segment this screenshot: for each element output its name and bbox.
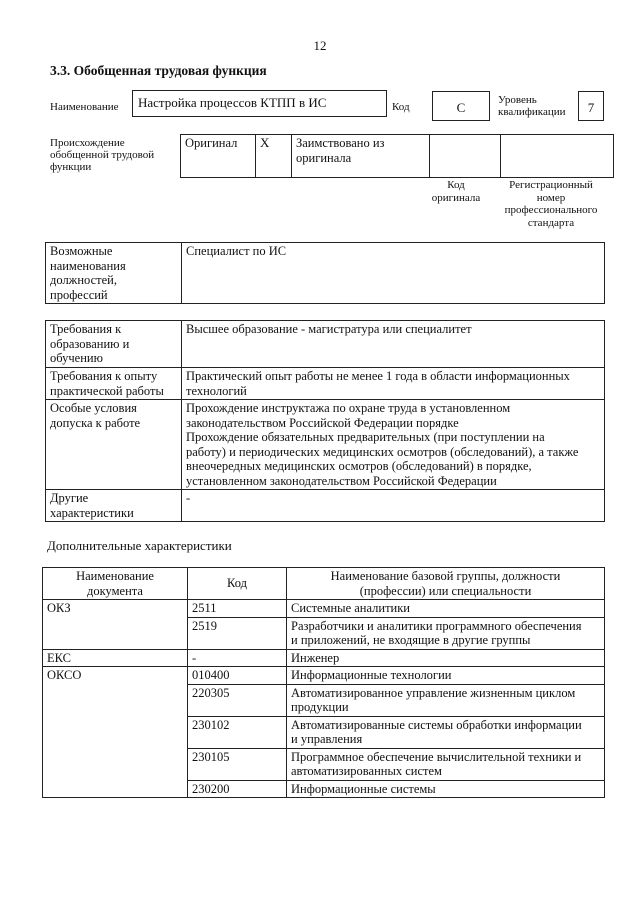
- req-value-cell: [182, 400, 605, 490]
- name-cell: [287, 617, 605, 649]
- name-cell: [287, 667, 605, 685]
- code-caption-line2: оригинала: [431, 191, 481, 204]
- req-education-value-1: Высшее образование - магистратура или специалитет: [186, 322, 472, 336]
- code-caption: [420, 179, 492, 204]
- positions-label-line4: профессий: [50, 287, 108, 302]
- level-label-line2: квалификации: [498, 106, 566, 118]
- reg-caption-line3: профессионального: [504, 204, 598, 216]
- positions-label-line1: Возможные: [50, 244, 113, 258]
- req-conditions-value-6: установленном законодательством Российской Федерации: [186, 473, 497, 488]
- header-name: [287, 568, 605, 600]
- positions-value-cell: [182, 243, 605, 304]
- doc-cell: ЕКС: [43, 649, 188, 667]
- name-line: Информационные технологии: [291, 668, 452, 682]
- positions-label-line2: наименования: [50, 258, 126, 273]
- positions-label-line3: должностей,: [50, 273, 117, 287]
- code-cell: 2511: [188, 600, 287, 618]
- requirements-row-education: [46, 321, 605, 368]
- origin-label: [50, 137, 154, 173]
- code-cell: 230105: [188, 748, 287, 780]
- level-value-box: [578, 91, 604, 121]
- header-doc-line2: документа: [87, 583, 143, 598]
- level-value: 7: [587, 100, 595, 115]
- header-doc-line1: Наименование: [76, 569, 154, 583]
- code-cell: 010400: [188, 667, 287, 685]
- req-value-cell: [182, 321, 605, 368]
- req-conditions-value-5: внеочередных медицинских осмотров (обследований) в порядке,: [186, 459, 532, 473]
- origin-label-line2: обобщенной трудовой: [50, 149, 155, 161]
- level-label-line1: Уровень: [498, 94, 537, 106]
- header-name-line2: (профессии) или специальности: [359, 583, 532, 598]
- reg-caption-line2: номер: [536, 191, 566, 204]
- req-value-cell: [182, 368, 605, 400]
- reg-caption-line1: Регистрационный: [509, 179, 593, 191]
- section-heading: 3.3. Обобщенная трудовая функция: [50, 63, 267, 78]
- req-value-cell: [182, 490, 605, 522]
- req-label-cell: [46, 368, 182, 400]
- req-label-cell: [46, 321, 182, 368]
- origin-reg-cell: [501, 135, 614, 178]
- name-cell: [287, 780, 605, 798]
- code-cell: -: [188, 649, 287, 667]
- req-conditions-value-4: работу) и периодических медицинских осмотров (обследований), а также: [186, 444, 579, 459]
- original-label: Оригинал: [185, 136, 238, 150]
- name-line: и управления: [291, 732, 363, 746]
- origin-code-cell: [430, 135, 501, 178]
- table-row: [43, 649, 605, 667]
- name-line: Автоматизированные системы обработки информации: [291, 717, 582, 732]
- name-line: Автоматизированное управление жизненным циклом: [291, 685, 576, 700]
- req-other-label-2: характеристики: [50, 505, 134, 520]
- code-caption-line1: Код: [447, 179, 465, 191]
- positions-label-cell: [46, 243, 182, 304]
- name-line: и приложений, не входящие в другие группы: [291, 633, 531, 647]
- req-label-cell: [46, 490, 182, 522]
- req-other-value-1: -: [186, 491, 191, 505]
- doc-cell: ОКЗ: [43, 600, 188, 650]
- name-line: Информационные системы: [291, 781, 436, 796]
- req-education-label-3: обучению: [50, 351, 103, 365]
- name-cell: [287, 684, 605, 716]
- header-name-line1: Наименование базовой группы, должности: [330, 569, 561, 583]
- req-conditions-label-1: Особые условия: [50, 401, 137, 415]
- requirements-table: [45, 320, 605, 522]
- original-mark: X: [260, 135, 270, 150]
- borrowed-line1: Заимствовано из: [296, 136, 385, 150]
- req-conditions-value-2: законодательством Российской Федерации порядке: [186, 415, 459, 430]
- requirements-row-conditions: [46, 400, 605, 490]
- name-value-box: [132, 90, 387, 117]
- origin-table: [180, 134, 614, 178]
- name-cell: [287, 600, 605, 618]
- req-education-label-1: Требования к: [50, 322, 122, 336]
- name-line: Разработчики и аналитики программного обеспечения: [291, 618, 582, 633]
- doc-cell: ОКСО: [43, 667, 188, 798]
- code-cell: 220305: [188, 684, 287, 716]
- additional-table: [42, 567, 605, 798]
- code-cell: 230200: [188, 780, 287, 798]
- borrowed-line2: оригинала: [296, 150, 352, 165]
- requirements-row-experience: [46, 368, 605, 400]
- origin-label-line1: Происхождение: [50, 137, 125, 149]
- code-value: C: [456, 100, 466, 115]
- origin-label-line3: функции: [50, 161, 92, 173]
- req-label-cell: [46, 400, 182, 490]
- name-value: Настройка процессов КТПП в ИС: [138, 95, 327, 110]
- req-education-label-2: образованию и: [50, 336, 130, 351]
- origin-borrowed-cell: [292, 135, 430, 178]
- req-experience-value-2: технологий: [186, 383, 247, 398]
- code-label: Код: [392, 101, 410, 113]
- code-cell: 230102: [188, 716, 287, 748]
- header-doc: [43, 568, 188, 600]
- code-value-box: [432, 91, 490, 121]
- positions-value: Специалист по ИС: [186, 244, 287, 258]
- req-experience-label-2: практической работы: [50, 383, 164, 398]
- requirements-row-other: [46, 490, 605, 522]
- name-line: Программное обеспечение вычислительной техники и: [291, 749, 582, 764]
- additional-title: Дополнительные характеристики: [47, 538, 232, 553]
- name-cell: [287, 748, 605, 780]
- name-line: автоматизированных систем: [291, 764, 442, 778]
- name-line: Системные аналитики: [291, 601, 410, 615]
- req-other-label-1: Другие: [50, 491, 89, 505]
- table-row: [43, 667, 605, 685]
- header-code-text: Код: [227, 576, 247, 591]
- name-label: Наименование: [50, 101, 119, 113]
- req-experience-label-1: Требования к опыту: [50, 369, 158, 383]
- page-number: 12: [313, 38, 327, 53]
- level-label: [498, 94, 565, 118]
- reg-caption: [495, 179, 607, 229]
- name-cell: [287, 649, 605, 667]
- req-conditions-value-3: Прохождение обязательных предварительных (при поступлении на: [186, 430, 545, 444]
- code-cell: 2519: [188, 617, 287, 649]
- positions-table: [45, 242, 605, 304]
- reg-caption-line4: стандарта: [527, 216, 575, 229]
- req-experience-value-1: Практический опыт работы не менее 1 года в области информационных: [186, 369, 570, 383]
- additional-header-row: [43, 568, 605, 600]
- name-line: продукции: [291, 700, 349, 714]
- header-code: [188, 568, 287, 600]
- table-row: [43, 600, 605, 618]
- req-conditions-value-1: Прохождение инструктажа по охране труда в установленном: [186, 401, 511, 415]
- name-line: Инженер: [291, 650, 340, 665]
- origin-mark-cell: [256, 135, 292, 178]
- name-cell: [287, 716, 605, 748]
- origin-original-cell: [181, 135, 256, 178]
- req-conditions-label-2: допуска к работе: [50, 415, 141, 430]
